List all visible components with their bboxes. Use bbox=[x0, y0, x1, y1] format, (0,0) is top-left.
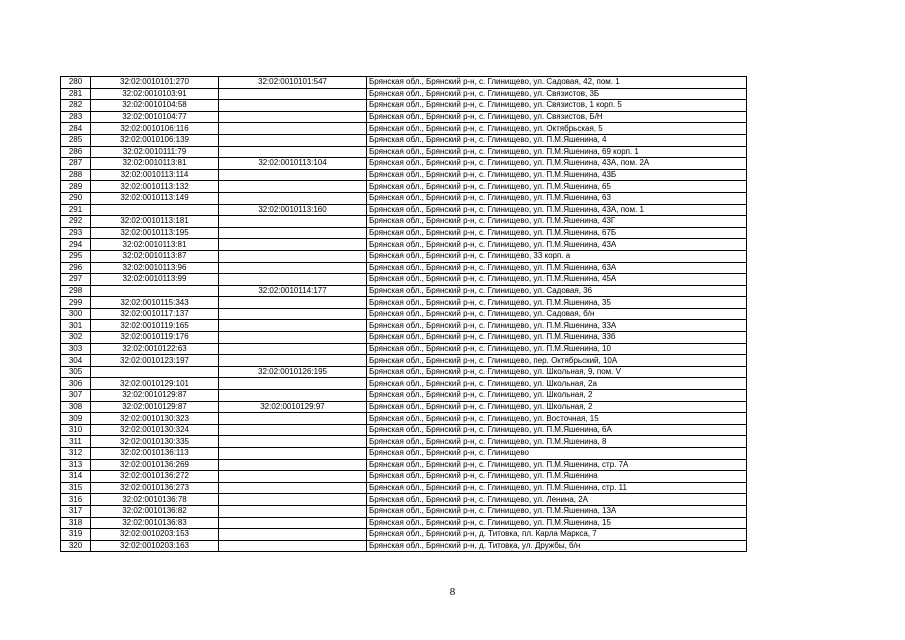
table-row bbox=[61, 424, 747, 436]
table-row bbox=[61, 308, 747, 320]
address-cell: Брянская обл., Брянский р-н, с. Глинищево, ул. П.М.Яшенина, 6А bbox=[367, 424, 747, 436]
address-cell: Брянская обл., Брянский р-н, с. Глинищево, ул. П.М.Яшенина, 43А bbox=[367, 239, 747, 251]
row-number-cell: 305 bbox=[61, 366, 91, 378]
page-number: 8 bbox=[449, 586, 456, 598]
address-cell: Брянская обл., Брянский р-н, с. Глинищево, ул. П.М.Яшенина, 65 bbox=[367, 181, 747, 193]
related-cadastral-number-cell bbox=[219, 494, 367, 506]
table-row bbox=[61, 471, 747, 483]
related-cadastral-number-cell bbox=[219, 505, 367, 517]
cadastral-number-cell: 32:02:0010113:96 bbox=[91, 262, 219, 274]
address-cell: Брянская обл., Брянский р-н, с. Глинищево, ул. П.М.Яшенина, 63А bbox=[367, 262, 747, 274]
cadastral-number-cell: 32:02:0010136:82 bbox=[91, 505, 219, 517]
cadastral-number-cell: 32:02:0010130:323 bbox=[91, 413, 219, 425]
cadastral-number-cell: 32:02:0010103:91 bbox=[91, 88, 219, 100]
table-row bbox=[61, 169, 747, 181]
cadastral-number-cell: 32:02:0010136:78 bbox=[91, 494, 219, 506]
cadastral-number-cell: 32:02:0010113:195 bbox=[91, 227, 219, 239]
address-cell: Брянская обл., Брянский р-н, с. Глинищево, ул. П.М.Яшенина, стр. 7А bbox=[367, 459, 747, 471]
table-row bbox=[61, 390, 747, 402]
cadastral-number-cell: 32:02:0010113:132 bbox=[91, 181, 219, 193]
address-cell: Брянская обл., Брянский р-н, с. Глинищево, ул. П.М.Яшенина, 33А bbox=[367, 320, 747, 332]
table-row bbox=[61, 204, 747, 216]
related-cadastral-number-cell bbox=[219, 262, 367, 274]
row-number-cell: 319 bbox=[61, 529, 91, 541]
cadastral-number-cell bbox=[91, 204, 219, 216]
table-row bbox=[61, 355, 747, 367]
cadastral-number-cell: 32:02:0010122:63 bbox=[91, 343, 219, 355]
cadastral-number-cell: 32:02:0010113:81 bbox=[91, 158, 219, 170]
cadastral-number-cell bbox=[91, 366, 219, 378]
cadastral-number-cell: 32:02:0010136:273 bbox=[91, 482, 219, 494]
cadastral-number-cell: 32:02:0010130:335 bbox=[91, 436, 219, 448]
cadastral-number-cell: 32:02:0010136:113 bbox=[91, 448, 219, 460]
row-number-cell: 282 bbox=[61, 100, 91, 112]
related-cadastral-number-cell bbox=[219, 123, 367, 135]
table-row bbox=[61, 320, 747, 332]
row-number-cell: 311 bbox=[61, 436, 91, 448]
row-number-cell: 293 bbox=[61, 227, 91, 239]
related-cadastral-number-cell bbox=[219, 88, 367, 100]
address-cell: Брянская обл., Брянский р-н, с. Глинищево, ул. П.М.Яшенина, 69 корп. 1 bbox=[367, 146, 747, 158]
row-number-cell: 302 bbox=[61, 332, 91, 344]
cadastral-number-cell: 32:02:0010104:77 bbox=[91, 111, 219, 123]
address-cell: Брянская обл., Брянский р-н, с. Глинищево, ул. Связистов, 1 корп. 5 bbox=[367, 100, 747, 112]
address-cell: Брянская обл., Брянский р-н, с. Глинищево, ул. Школьная, 9, пом. V bbox=[367, 366, 747, 378]
row-number-cell: 306 bbox=[61, 378, 91, 390]
table-body bbox=[61, 77, 747, 552]
related-cadastral-number-cell: 32:02:0010101:547 bbox=[219, 77, 367, 89]
row-number-cell: 310 bbox=[61, 424, 91, 436]
row-number-cell: 317 bbox=[61, 505, 91, 517]
table-row bbox=[61, 297, 747, 309]
table-row bbox=[61, 77, 747, 89]
address-cell: Брянская обл., Брянский р-н, с. Глинищево, ул. П.М.Яшенина, 43А, пом. 1 bbox=[367, 204, 747, 216]
row-number-cell: 283 bbox=[61, 111, 91, 123]
table-row bbox=[61, 111, 747, 123]
table-row bbox=[61, 88, 747, 100]
cadastral-number-cell: 32:02:0010119:165 bbox=[91, 320, 219, 332]
cadastral-number-cell: 32:02:0010136:83 bbox=[91, 517, 219, 529]
related-cadastral-number-cell bbox=[219, 320, 367, 332]
row-number-cell: 295 bbox=[61, 250, 91, 262]
table-row bbox=[61, 100, 747, 112]
cadastral-number-cell: 32:02:0010104:58 bbox=[91, 100, 219, 112]
related-cadastral-number-cell: 32:02:0010129:97 bbox=[219, 401, 367, 413]
address-cell: Брянская обл., Брянский р-н, с. Глинищево, ул. Восточная, 15 bbox=[367, 413, 747, 425]
row-number-cell: 294 bbox=[61, 239, 91, 251]
address-cell: Брянская обл., Брянский р-н, с. Глинищево, ул. Связистов, Б/Н bbox=[367, 111, 747, 123]
table-row bbox=[61, 192, 747, 204]
table-row bbox=[61, 494, 747, 506]
address-cell: Брянская обл., Брянский р-н, с. Глинищево, ул. П.М.Яшенина, 45А bbox=[367, 274, 747, 286]
address-cell: Брянская обл., Брянский р-н, д. Титовка, ул. Дружбы, б/н bbox=[367, 540, 747, 552]
row-number-cell: 315 bbox=[61, 482, 91, 494]
cadastral-number-cell: 32:02:0010129:87 bbox=[91, 390, 219, 402]
table-row bbox=[61, 448, 747, 460]
row-number-cell: 292 bbox=[61, 216, 91, 228]
row-number-cell: 299 bbox=[61, 297, 91, 309]
address-cell: Брянская обл., Брянский р-н, с. Глинищево, ул. Школьная, 2 bbox=[367, 390, 747, 402]
related-cadastral-number-cell bbox=[219, 134, 367, 146]
cadastral-number-cell: 32:02:0010117:137 bbox=[91, 308, 219, 320]
table-row bbox=[61, 158, 747, 170]
row-number-cell: 290 bbox=[61, 192, 91, 204]
address-cell: Брянская обл., Брянский р-н, с. Глинищево, ул. П.М.Яшенина, 33б bbox=[367, 332, 747, 344]
related-cadastral-number-cell bbox=[219, 169, 367, 181]
table-row bbox=[61, 436, 747, 448]
related-cadastral-number-cell bbox=[219, 297, 367, 309]
cadastral-number-cell: 32:02:0010113:149 bbox=[91, 192, 219, 204]
cadastral-number-cell: 32:02:0010115:343 bbox=[91, 297, 219, 309]
related-cadastral-number-cell bbox=[219, 100, 367, 112]
table-row bbox=[61, 540, 747, 552]
row-number-cell: 280 bbox=[61, 77, 91, 89]
table-row bbox=[61, 134, 747, 146]
related-cadastral-number-cell bbox=[219, 448, 367, 460]
related-cadastral-number-cell bbox=[219, 471, 367, 483]
related-cadastral-number-cell bbox=[219, 436, 367, 448]
address-cell: Брянская обл., Брянский р-н, с. Глинищево, ул. П.М.Яшенина, 43Г bbox=[367, 216, 747, 228]
related-cadastral-number-cell: 32:02:0010113:104 bbox=[219, 158, 367, 170]
row-number-cell: 318 bbox=[61, 517, 91, 529]
address-cell: Брянская обл., Брянский р-н, с. Глинищево, ул. Школьная, 2 bbox=[367, 401, 747, 413]
row-number-cell: 303 bbox=[61, 343, 91, 355]
cadastral-number-cell: 32:02:0010106:139 bbox=[91, 134, 219, 146]
related-cadastral-number-cell bbox=[219, 424, 367, 436]
cadastral-number-cell: 32:02:0010129:87 bbox=[91, 401, 219, 413]
cadastral-number-cell: 32:02:0010111:79 bbox=[91, 146, 219, 158]
table-row bbox=[61, 146, 747, 158]
table-row bbox=[61, 482, 747, 494]
cadastral-number-cell: 32:02:0010113:81 bbox=[91, 239, 219, 251]
cadastral-number-cell: 32:02:0010113:87 bbox=[91, 250, 219, 262]
related-cadastral-number-cell bbox=[219, 459, 367, 471]
row-number-cell: 316 bbox=[61, 494, 91, 506]
row-number-cell: 300 bbox=[61, 308, 91, 320]
address-cell: Брянская обл., Брянский р-н, с. Глинищево, ул. П.М.Яшенина, 8 bbox=[367, 436, 747, 448]
row-number-cell: 307 bbox=[61, 390, 91, 402]
related-cadastral-number-cell bbox=[219, 378, 367, 390]
address-cell: Брянская обл., Брянский р-н, с. Глинищево, ул. П.М.Яшенина, 35 bbox=[367, 297, 747, 309]
related-cadastral-number-cell bbox=[219, 529, 367, 541]
row-number-cell: 313 bbox=[61, 459, 91, 471]
related-cadastral-number-cell bbox=[219, 239, 367, 251]
row-number-cell: 289 bbox=[61, 181, 91, 193]
row-number-cell: 297 bbox=[61, 274, 91, 286]
related-cadastral-number-cell bbox=[219, 343, 367, 355]
address-cell: Брянская обл., Брянский р-н, с. Глинищево, ул. Садовая, б/н bbox=[367, 308, 747, 320]
row-number-cell: 285 bbox=[61, 134, 91, 146]
related-cadastral-number-cell bbox=[219, 181, 367, 193]
table-row bbox=[61, 285, 747, 297]
row-number-cell: 281 bbox=[61, 88, 91, 100]
table-row bbox=[61, 517, 747, 529]
address-cell: Брянская обл., Брянский р-н, с. Глинищево, ул. Октябрьская, 5 bbox=[367, 123, 747, 135]
table-row bbox=[61, 250, 747, 262]
table-row bbox=[61, 181, 747, 193]
related-cadastral-number-cell bbox=[219, 355, 367, 367]
address-cell: Брянская обл., Брянский р-н, с. Глинищево, ул. Ленина, 2А bbox=[367, 494, 747, 506]
row-number-cell: 284 bbox=[61, 123, 91, 135]
cadastral-number-cell: 32:02:0010101:270 bbox=[91, 77, 219, 89]
row-number-cell: 287 bbox=[61, 158, 91, 170]
row-number-cell: 291 bbox=[61, 204, 91, 216]
related-cadastral-number-cell bbox=[219, 274, 367, 286]
address-cell: Брянская обл., Брянский р-н, с. Глинищево, ул. П.М.Яшенина bbox=[367, 471, 747, 483]
table-row bbox=[61, 529, 747, 541]
address-cell: Брянская обл., Брянский р-н, с. Глинищево bbox=[367, 448, 747, 460]
address-cell: Брянская обл., Брянский р-н, с. Глинищево, ул. Связистов, 3Б bbox=[367, 88, 747, 100]
row-number-cell: 286 bbox=[61, 146, 91, 158]
related-cadastral-number-cell bbox=[219, 250, 367, 262]
address-cell: Брянская обл., Брянский р-н, с. Глинищево, ул. П.М.Яшенина, 67Б bbox=[367, 227, 747, 239]
table-row bbox=[61, 459, 747, 471]
related-cadastral-number-cell: 32:02:0010113:160 bbox=[219, 204, 367, 216]
address-cell: Брянская обл., Брянский р-н, с. Глинищево, ул. П.М.Яшенина, стр. 11 bbox=[367, 482, 747, 494]
table-row bbox=[61, 413, 747, 425]
cadastral-number-cell: 32:02:0010113:99 bbox=[91, 274, 219, 286]
table-row bbox=[61, 216, 747, 228]
row-number-cell: 301 bbox=[61, 320, 91, 332]
related-cadastral-number-cell bbox=[219, 540, 367, 552]
related-cadastral-number-cell bbox=[219, 308, 367, 320]
table-row bbox=[61, 123, 747, 135]
address-cell: Брянская обл., Брянский р-н, с. Глинищево, ул. П.М.Яшенина, 43Б bbox=[367, 169, 747, 181]
address-cell: Брянская обл., Брянский р-н, с. Глинищево, пер. Октябрьский, 10А bbox=[367, 355, 747, 367]
table-row bbox=[61, 262, 747, 274]
row-number-cell: 298 bbox=[61, 285, 91, 297]
row-number-cell: 312 bbox=[61, 448, 91, 460]
row-number-cell: 288 bbox=[61, 169, 91, 181]
cadastral-number-cell: 32:02:0010119:176 bbox=[91, 332, 219, 344]
address-cell: Брянская обл., Брянский р-н, с. Глинищево, ул. П.М.Яшенина, 43А, пом. 2А bbox=[367, 158, 747, 170]
table-row bbox=[61, 343, 747, 355]
related-cadastral-number-cell bbox=[219, 192, 367, 204]
table-row bbox=[61, 239, 747, 251]
address-cell: Брянская обл., Брянский р-н, с. Глинищево, ул. П.М.Яшенина, 13А bbox=[367, 505, 747, 517]
related-cadastral-number-cell: 32:02:0010114:177 bbox=[219, 285, 367, 297]
related-cadastral-number-cell bbox=[219, 482, 367, 494]
table-row bbox=[61, 332, 747, 344]
related-cadastral-number-cell bbox=[219, 111, 367, 123]
cadastral-number-cell: 32:02:0010203:153 bbox=[91, 529, 219, 541]
related-cadastral-number-cell bbox=[219, 413, 367, 425]
cadastral-number-cell bbox=[91, 285, 219, 297]
row-number-cell: 304 bbox=[61, 355, 91, 367]
address-cell: Брянская обл., Брянский р-н, с. Глинищево, ул. П.М.Яшенина, 4 bbox=[367, 134, 747, 146]
address-cell: Брянская обл., Брянский р-н, с. Глинищево, ул. Садовая, 42, пом. 1 bbox=[367, 77, 747, 89]
cadastral-number-cell: 32:02:0010136:272 bbox=[91, 471, 219, 483]
related-cadastral-number-cell bbox=[219, 216, 367, 228]
cadastral-table bbox=[60, 76, 747, 552]
table-row bbox=[61, 274, 747, 286]
cadastral-number-cell: 32:02:0010129:101 bbox=[91, 378, 219, 390]
cadastral-number-cell: 32:02:0010106:116 bbox=[91, 123, 219, 135]
related-cadastral-number-cell bbox=[219, 390, 367, 402]
table-row bbox=[61, 505, 747, 517]
row-number-cell: 308 bbox=[61, 401, 91, 413]
related-cadastral-number-cell bbox=[219, 146, 367, 158]
cadastral-number-cell: 32:02:0010113:114 bbox=[91, 169, 219, 181]
address-cell: Брянская обл., Брянский р-н, с. Глинищево, ул. Садовая, 36 bbox=[367, 285, 747, 297]
row-number-cell: 296 bbox=[61, 262, 91, 274]
cadastral-number-cell: 32:02:0010130:324 bbox=[91, 424, 219, 436]
table-row bbox=[61, 378, 747, 390]
row-number-cell: 314 bbox=[61, 471, 91, 483]
address-cell: Брянская обл., Брянский р-н, с. Глинищево, ул. П.М.Яшенина, 63 bbox=[367, 192, 747, 204]
address-cell: Брянская обл., Брянский р-н, с. Глинищево, ул. П.М.Яшенина, 10 bbox=[367, 343, 747, 355]
table-row bbox=[61, 366, 747, 378]
related-cadastral-number-cell bbox=[219, 332, 367, 344]
row-number-cell: 309 bbox=[61, 413, 91, 425]
cadastral-number-cell: 32:02:0010203:163 bbox=[91, 540, 219, 552]
related-cadastral-number-cell bbox=[219, 227, 367, 239]
address-cell: Брянская обл., Брянский р-н, с. Глинищево, 33 корп. а bbox=[367, 250, 747, 262]
row-number-cell: 320 bbox=[61, 540, 91, 552]
cadastral-number-cell: 32:02:0010123:197 bbox=[91, 355, 219, 367]
address-cell: Брянская обл., Брянский р-н, д. Титовка, пл. Карла Маркса, 7 bbox=[367, 529, 747, 541]
table-row bbox=[61, 401, 747, 413]
address-cell: Брянская обл., Брянский р-н, с. Глинищево, ул. Школьная, 2а bbox=[367, 378, 747, 390]
related-cadastral-number-cell: 32:02:0010126:195 bbox=[219, 366, 367, 378]
address-cell: Брянская обл., Брянский р-н, с. Глинищево, ул. П.М.Яшенина, 15 bbox=[367, 517, 747, 529]
related-cadastral-number-cell bbox=[219, 517, 367, 529]
table-row bbox=[61, 227, 747, 239]
cadastral-number-cell: 32:02:0010136:269 bbox=[91, 459, 219, 471]
cadastral-number-cell: 32:02:0010113:181 bbox=[91, 216, 219, 228]
